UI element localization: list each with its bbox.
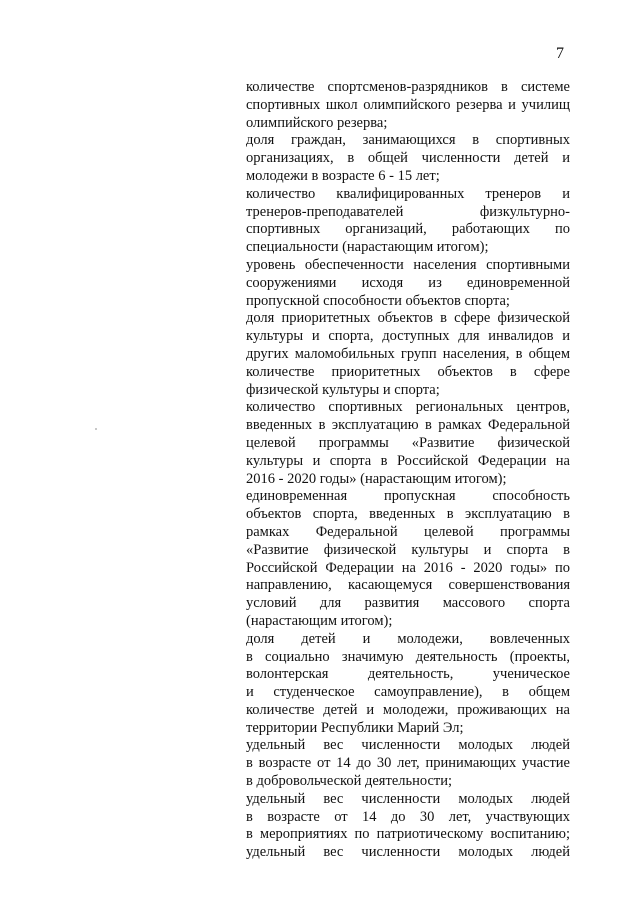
document-line: физической культуры и спорта; xyxy=(246,381,440,398)
document-line: единовременная пропускная способность xyxy=(246,488,570,505)
document-line: специальности (нарастающим итогом); xyxy=(246,239,489,256)
margin-speck xyxy=(95,428,97,430)
document-line: молодежи в возрасте 6 - 15 лет; xyxy=(246,167,440,184)
document-line: (нарастающим итогом); xyxy=(246,612,393,629)
document-line: условий для развития массового спорта xyxy=(246,595,570,612)
document-line: удельный вес численности молодых людей xyxy=(246,844,570,861)
document-text-block xyxy=(246,79,570,862)
document-line: направлению, касающемуся совершенствования xyxy=(246,577,570,594)
document-line: в возрасте от 14 до 30 лет, принимающих участие xyxy=(246,755,570,772)
document-line: спортивных школ олимпийского резерва и училищ xyxy=(246,96,570,113)
document-line: уровень обеспеченности населения спортивными xyxy=(246,256,570,273)
page-number: 7 xyxy=(556,45,564,62)
document-line: объектов спорта, введенных в эксплуатацию в xyxy=(246,506,570,523)
document-line: количестве спортсменов-разрядников в системе xyxy=(246,79,570,95)
document-line: «Развитие физической культуры и спорта в xyxy=(246,541,570,558)
document-line: целевой программы «Развитие физической xyxy=(246,434,570,451)
document-line: территории Республики Марий Эл; xyxy=(246,719,464,736)
document-line: в добровольческой деятельности; xyxy=(246,773,453,790)
document-line: количество спортивных региональных центров, xyxy=(246,399,570,416)
document-line: рамках Федеральной целевой программы xyxy=(246,523,570,540)
document-line: количестве приоритетных объектов в сфере xyxy=(246,363,570,380)
document-line: доля детей и молодежи, вовлеченных xyxy=(246,630,570,647)
document-line: сооружениями исходя из единовременной xyxy=(246,274,570,291)
document-line: удельный вес численности молодых людей xyxy=(246,790,570,807)
document-line: в социально значимую деятельность (проекты, xyxy=(246,648,570,665)
document-line: культуры и спорта в Российской Федерации на xyxy=(246,452,570,469)
document-line: 2016 - 2020 годы» (нарастающим итогом); xyxy=(246,470,507,487)
document-line: введенных в эксплуатацию в рамках Федеральной xyxy=(246,417,570,434)
document-line: доля приоритетных объектов в сфере физической xyxy=(246,310,570,327)
document-line: организациях, в общей численности детей и xyxy=(246,150,570,167)
document-line: количество квалифицированных тренеров и xyxy=(246,185,570,202)
document-line: доля граждан, занимающихся в спортивных xyxy=(246,132,570,149)
document-line: культуры и спорта, доступных для инвалидов и xyxy=(246,328,570,345)
document-line: волонтерская деятельность, ученическое xyxy=(246,666,570,683)
document-line: количестве детей и молодежи, проживающих на xyxy=(246,701,570,718)
document-line: тренеров-преподавателей физкультурно- xyxy=(246,203,570,220)
document-line: олимпийского резерва; xyxy=(246,114,388,131)
document-line: Российской Федерации на 2016 - 2020 годы» по xyxy=(246,559,570,576)
document-line: других маломобильных групп населения, в общем xyxy=(246,345,570,362)
document-line: пропускной способности объектов спорта; xyxy=(246,292,510,309)
document-line: удельный вес численности молодых людей xyxy=(246,737,570,754)
document-line: в возрасте от 14 до 30 лет, участвующих xyxy=(246,808,570,825)
document-line: в мероприятиях по патриотическому воспитанию; xyxy=(246,826,570,843)
document-line: и студенческое самоуправление), в общем xyxy=(246,684,570,701)
document-line: спортивных организаций, работающих по xyxy=(246,221,570,238)
